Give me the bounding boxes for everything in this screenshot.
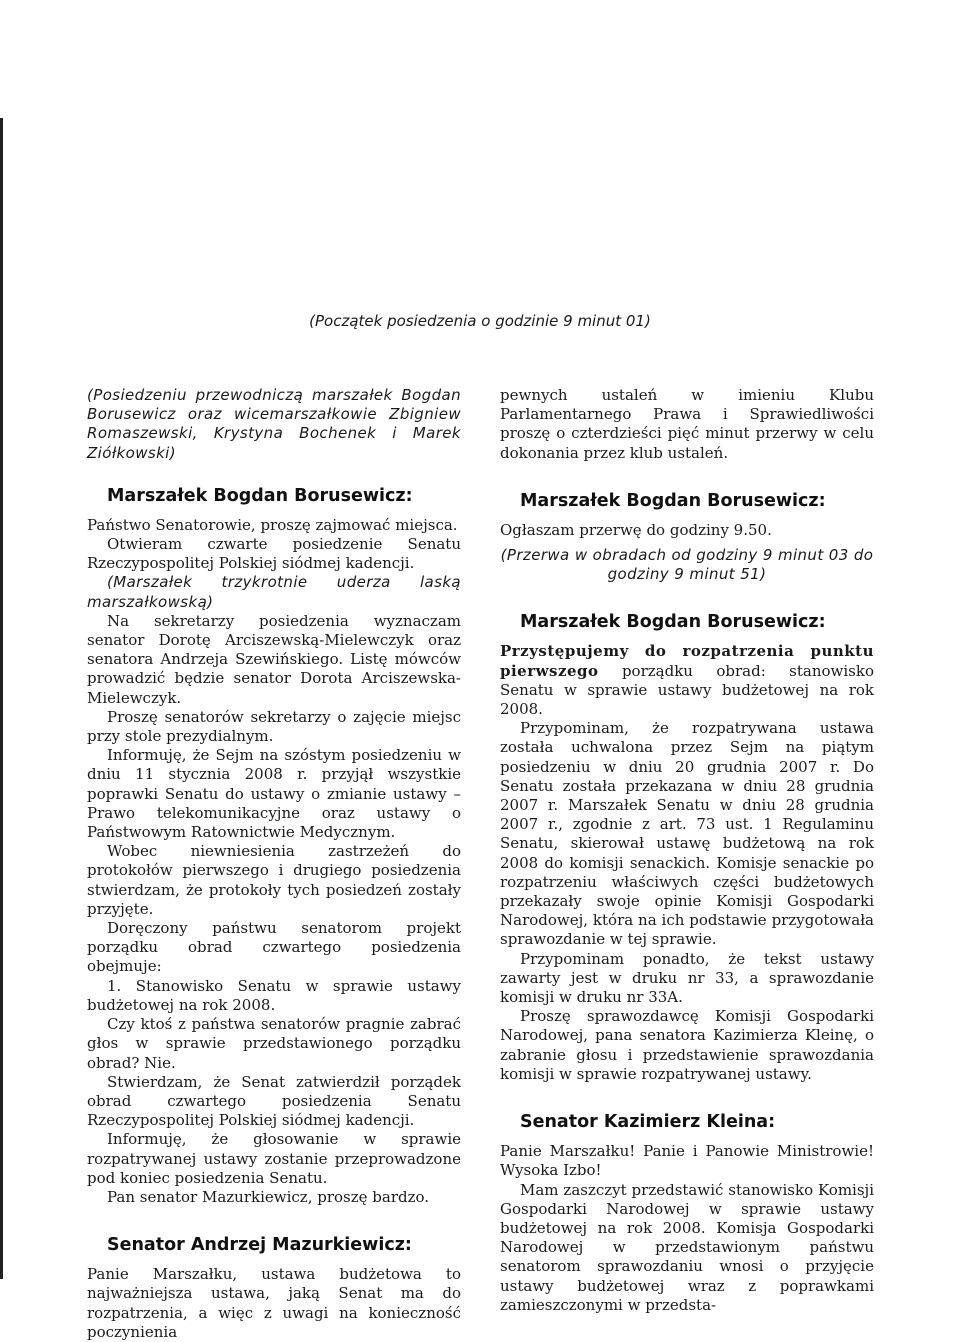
- margin-rule: [0, 118, 3, 1279]
- paragraph: Państwo Senatorowie, proszę zajmować miejsca.: [87, 515, 458, 534]
- agenda-point-lead: Przystępujemy do rozpatrzenia punktu pierwszego: [500, 642, 874, 680]
- paragraph: Doręczony państwu senatorom projekt porządku obrad czwartego posiedzenia obejmuje:: [87, 919, 461, 976]
- speaker-heading: Marszałek Bogdan Borusewicz:: [520, 612, 826, 633]
- paragraph: Wobec niewniesienia zastrzeżeń do protokołów pierwszego i drugiego posiedzenia stwierdzam, że protokoły tych posiedzeń zostały przyjęte.: [87, 842, 461, 918]
- stage-direction: (Marszałek trzykrotnie uderza laską marszałkowską): [87, 573, 461, 611]
- paragraph: Otwieram czwarte posiedzenie Senatu Rzeczypospolitej Polskiej siódmej kadencji.: [87, 535, 461, 573]
- speaker-heading: Senator Andrzej Mazurkiewicz:: [107, 1235, 412, 1256]
- paragraph: Czy ktoś z państwa senatorów pragnie zabrać głos w sprawie przedstawionego porządku obrad? Nie.: [87, 1015, 461, 1072]
- left-column: [87, 386, 461, 1342]
- paragraph: Przypominam, że rozpatrywana ustawa została uchwalona przez Sejm na piątym posiedzeniu w dniu 20 grudnia 2007 r. Do Senatu została przekazana w dniu 28 grudnia 2007 r. Marszałek Senatu w dniu 28 grudnia 2007 r., zgodnie z art. 73 ust. 1 Regulaminu Senatu, skierował ustawę budżetową na rok 2008 do komisji senackich. Komisje senackie po rozpatrzeniu właściwych części budżetowych przekazały swoje opinie Komisji Gospodarki Narodowej, która na ich podstawie przygotowała sprawozdanie w tej sprawie.: [500, 719, 874, 949]
- speaker-heading: Senator Kazimierz Kleina:: [520, 1112, 776, 1133]
- right-column: [500, 386, 874, 1315]
- paragraph: [500, 642, 874, 719]
- paragraph: Proszę sprawozdawcę Komisji Gospodarki Narodowej, pana senatora Kazimierza Kleinę, o zabranie głosu i przedstawienie sprawozdania komisji w sprawie rozpatrywanej ustawy.: [500, 1007, 874, 1083]
- paragraph: Pan senator Mazurkiewicz, proszę bardzo.: [107, 1187, 430, 1206]
- speaker-heading: Marszałek Bogdan Borusewicz:: [520, 490, 826, 511]
- paragraph: Ogłaszam przerwę do godziny 9.50.: [500, 520, 772, 539]
- paragraph: Przypominam ponadto, że tekst ustawy zawarty jest w druku nr 33, a sprawozdanie komisji w druku nr 33A.: [500, 949, 874, 1007]
- paragraph: Panie Marszałku, ustawa budżetowa to najważniejsza ustawa, jaką Senat ma do rozpatrzenia, a więc z uwagi na konieczność poczynienia: [87, 1265, 461, 1341]
- agenda-point-rest: porządku obrad: stanowisko Senatu w sprawie ustawy budżetowej na rok 2008.: [500, 661, 874, 719]
- speaker-heading: Marszałek Bogdan Borusewicz:: [107, 485, 413, 506]
- paragraph: Mam zaszczyt przedstawić stanowisko Komisji Gospodarki Narodowej w sprawie ustawy budżetowej na rok 2008. Komisja Gospodarki Narodowej w przedstawionym państwu senatorom sprawozdaniu wnosi o przyjęcie ustawy budżetowej wraz z poprawkami zamieszczonymi w przedsta-: [500, 1180, 874, 1314]
- agenda-item: 1. Stanowisko Senatu w sprawie ustawy budżetowej na rok 2008.: [87, 976, 461, 1014]
- paragraph: pewnych ustaleń w imieniu Klubu Parlamentarnego Prawa i Sprawiedliwości proszę o czterdzieści pięć minut przerwy w celu dokonania przez klub ustaleń.: [500, 386, 874, 462]
- presiding-note: (Posiedzeniu przewodniczą marszałek Bogdan Borusewicz oraz wicemarszałkowie Zbigniew Romaszewski, Krystyna Bochenek i Marek Ziółkowski): [87, 386, 461, 462]
- paragraph: Panie Marszałku! Panie i Panowie Ministrowie! Wysoka Izbo!: [500, 1142, 874, 1180]
- break-note: (Przerwa w obradach od godziny 9 minut 03 do godziny 9 minut 51): [500, 546, 874, 584]
- paragraph: Informuję, że głosowanie w sprawie rozpatrywanej ustawy zostanie przeprowadzone pod koniec posiedzenia Senatu.: [87, 1130, 461, 1187]
- paragraph: Stwierdzam, że Senat zatwierdził porządek obrad czwartego posiedzenia Senatu Rzeczypospolitej Polskiej siódmej kadencji.: [87, 1072, 461, 1130]
- paragraph: Proszę senatorów sekretarzy o zajęcie miejsc przy stole prezydialnym.: [87, 707, 461, 746]
- paragraph: Na sekretarzy posiedzenia wyznaczam senator Dorotę Arciszewską-Mielewczyk oraz senatora Andrzeja Szewińskiego. Listę mówców prowadzić będzie senator Dorota Arciszewska-Mielewczyk.: [87, 611, 461, 707]
- paragraph: Informuję, że Sejm na szóstym posiedzeniu w dniu 11 stycznia 2008 r. przyjął wszystkie poprawki Senatu do ustawy o zmianie ustawy – Prawo telekomunikacyjne oraz ustawy o Państwowym Ratownictwie Medycznym.: [87, 746, 461, 842]
- session-start-note: (Początek posiedzenia o godzinie 9 minut 01): [309, 312, 651, 330]
